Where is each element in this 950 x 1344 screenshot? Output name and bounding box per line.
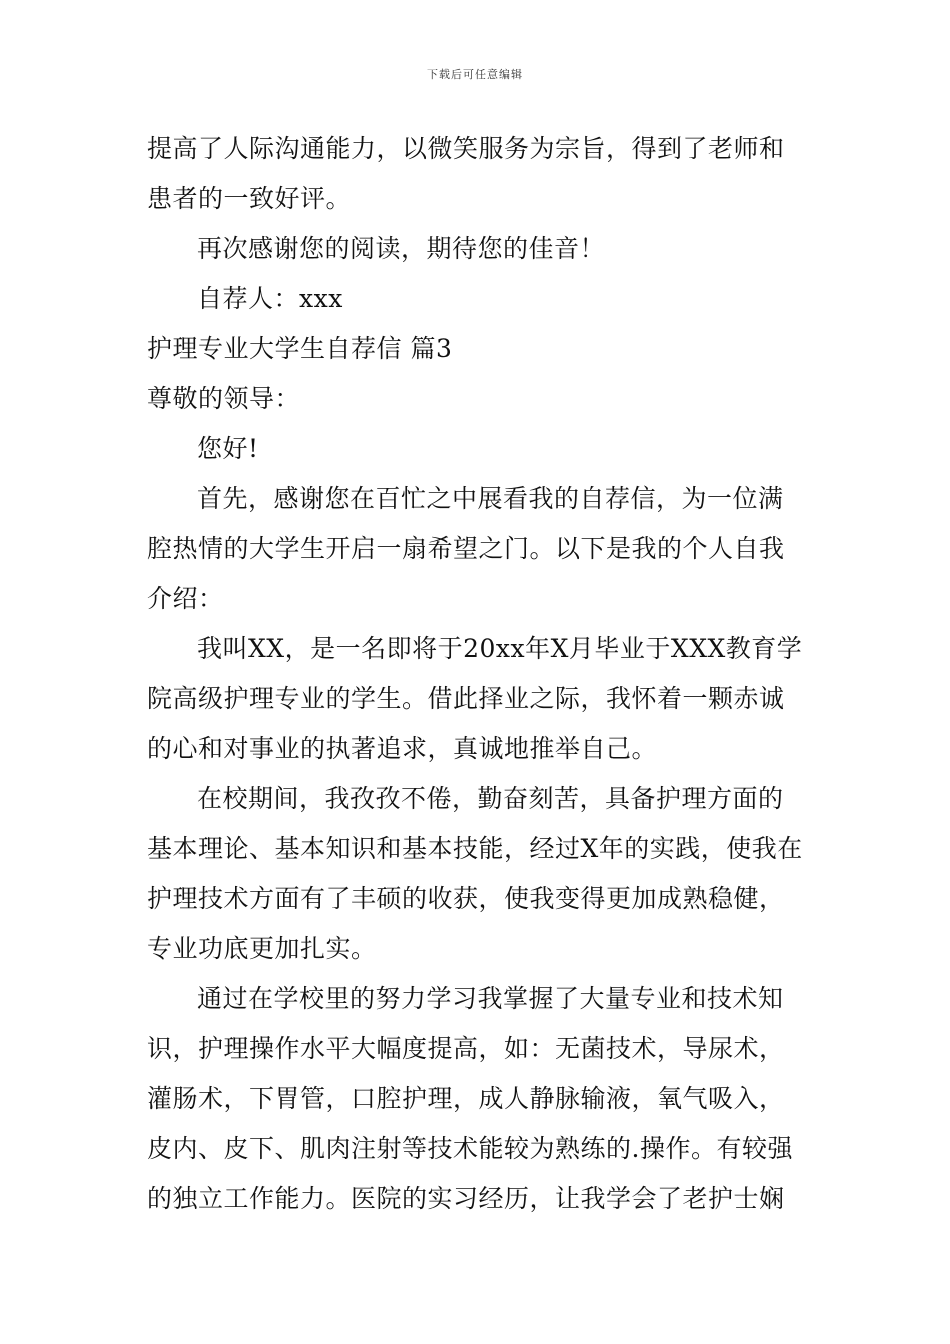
header-note: 下载后可任意编辑 — [427, 68, 523, 81]
text-line: 的独立工作能力。医院的实习经历，让我学会了老护士娴 — [147, 1184, 785, 1213]
text-line: 护理技术方面有了丰硕的收获，使我变得更加成熟稳健， — [147, 884, 785, 913]
section-title: 护理专业大学生自荐信 篇3 — [147, 334, 453, 363]
text-line: 我叫XX，是一名即将于20xx年X月毕业于XXX教育学 — [197, 634, 803, 663]
text-line: 介绍： — [147, 584, 224, 613]
text-line: 通过在学校里的努力学习我掌握了大量专业和技术知 — [197, 984, 784, 1013]
document-body — [147, 124, 807, 1224]
signature-line: 自荐人：xxx — [197, 284, 343, 313]
text-line: 在校期间，我孜孜不倦，勤奋刻苦，具备护理方面的 — [197, 784, 784, 813]
text-line: 识，护理操作水平大幅度提高，如：无菌技术，导尿术， — [147, 1034, 785, 1063]
text-line: 腔热情的大学生开启一扇希望之门。以下是我的个人自我 — [147, 534, 785, 563]
text-line: 院高级护理专业的学生。借此择业之际，我怀着一颗赤诚 — [147, 684, 785, 713]
text-line: 的心和对事业的执著追求，真诚地推举自己。 — [147, 734, 658, 763]
text-line: 患者的一致好评。 — [147, 184, 352, 213]
text-line: 专业功底更加扎实。 — [147, 934, 377, 963]
text-line: 基本理论、基本知识和基本技能，经过X年的实践，使我在 — [147, 834, 803, 863]
text-line: 提高了人际沟通能力，以微笑服务为宗旨，得到了老师和 — [147, 134, 785, 163]
text-line: 首先，感谢您在百忙之中展看我的自荐信，为一位满 — [197, 484, 784, 513]
text-line: 皮内、皮下、肌肉注射等技术能较为熟练的.操作。有较强 — [147, 1134, 793, 1163]
greeting: 您好! — [197, 434, 259, 463]
salutation: 尊敬的领导： — [147, 384, 301, 413]
text-line: 灌肠术，下胃管，口腔护理，成人静脉输液，氧气吸入， — [147, 1084, 785, 1113]
text-line: 再次感谢您的阅读，期待您的佳音！ — [197, 234, 606, 263]
